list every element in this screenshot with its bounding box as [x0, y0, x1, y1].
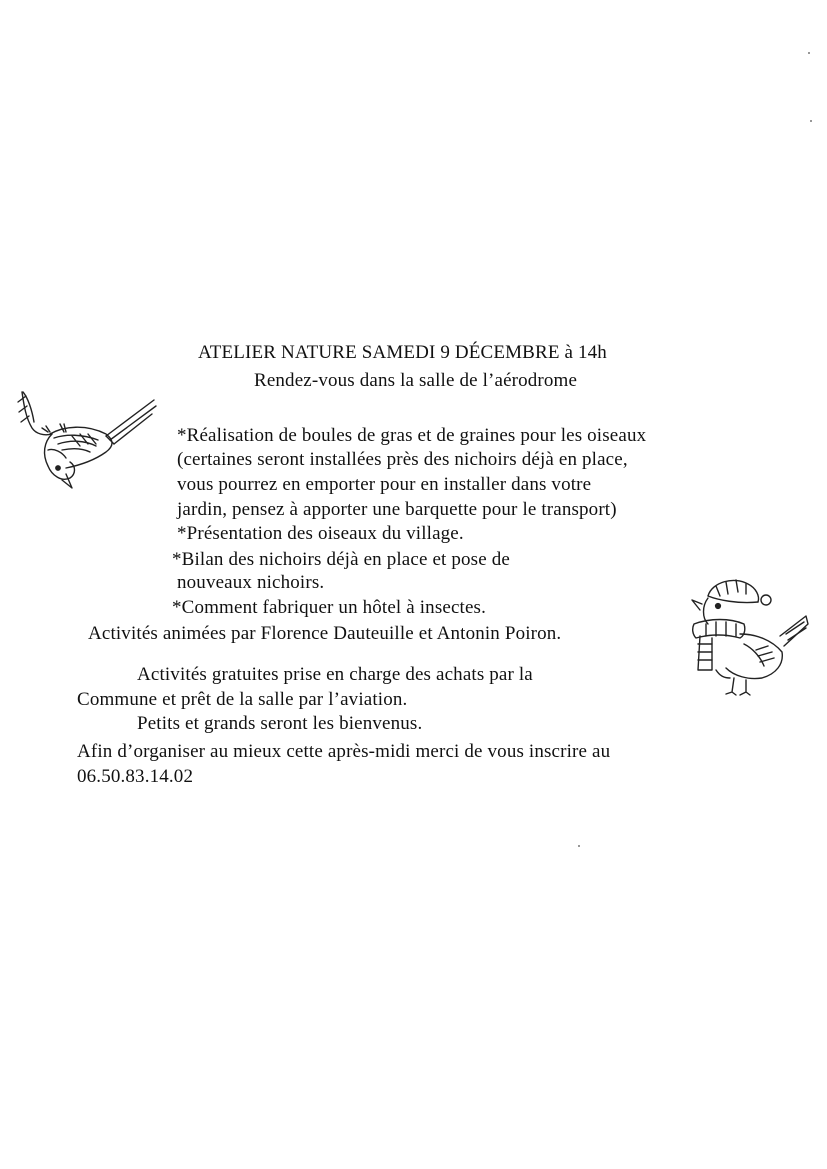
- scan-speck: [578, 845, 580, 847]
- activity-line: *Présentation des oiseaux du village.: [177, 523, 464, 544]
- phone-number: 06.50.83.14.02: [77, 766, 194, 787]
- activity-line: (certaines seront installées près des nichoirs déjà en place,: [177, 449, 628, 470]
- welcome-line: Petits et grands seront les bienvenus.: [137, 713, 423, 734]
- activity-line: *Comment fabriquer un hôtel à insectes.: [172, 597, 486, 618]
- bird-on-branch-icon: [14, 388, 160, 508]
- activity-line: vous pourrez en emporter pour en installer dans votre: [177, 474, 592, 495]
- activity-line: nouveaux nichoirs.: [177, 572, 325, 593]
- activity-line: *Bilan des nichoirs déjà en place et pose de: [172, 549, 510, 570]
- flyer-subtitle: Rendez-vous dans la salle de l’aérodrome: [254, 370, 578, 391]
- activity-line: jardin, pensez à apporter une barquette pour le transport): [177, 499, 617, 520]
- free-line: Activités gratuites prise en charge des achats par la: [137, 664, 533, 685]
- hosts-line: Activités animées par Florence Dauteuille et Antonin Poiron.: [88, 623, 562, 644]
- free-line: Commune et prêt de la salle par l’aviation.: [77, 689, 408, 710]
- flyer-title: ATELIER NATURE SAMEDI 9 DÉCEMBRE à 14h: [198, 342, 607, 363]
- activity-line: *Réalisation de boules de gras et de graines pour les oiseaux: [177, 425, 647, 446]
- register-line: Afin d’organiser au mieux cette après-midi merci de vous inscrire au: [77, 741, 611, 762]
- scan-speck: [810, 120, 812, 122]
- scan-speck: [808, 52, 810, 54]
- bird-with-scarf-and-hat-icon: [686, 574, 810, 700]
